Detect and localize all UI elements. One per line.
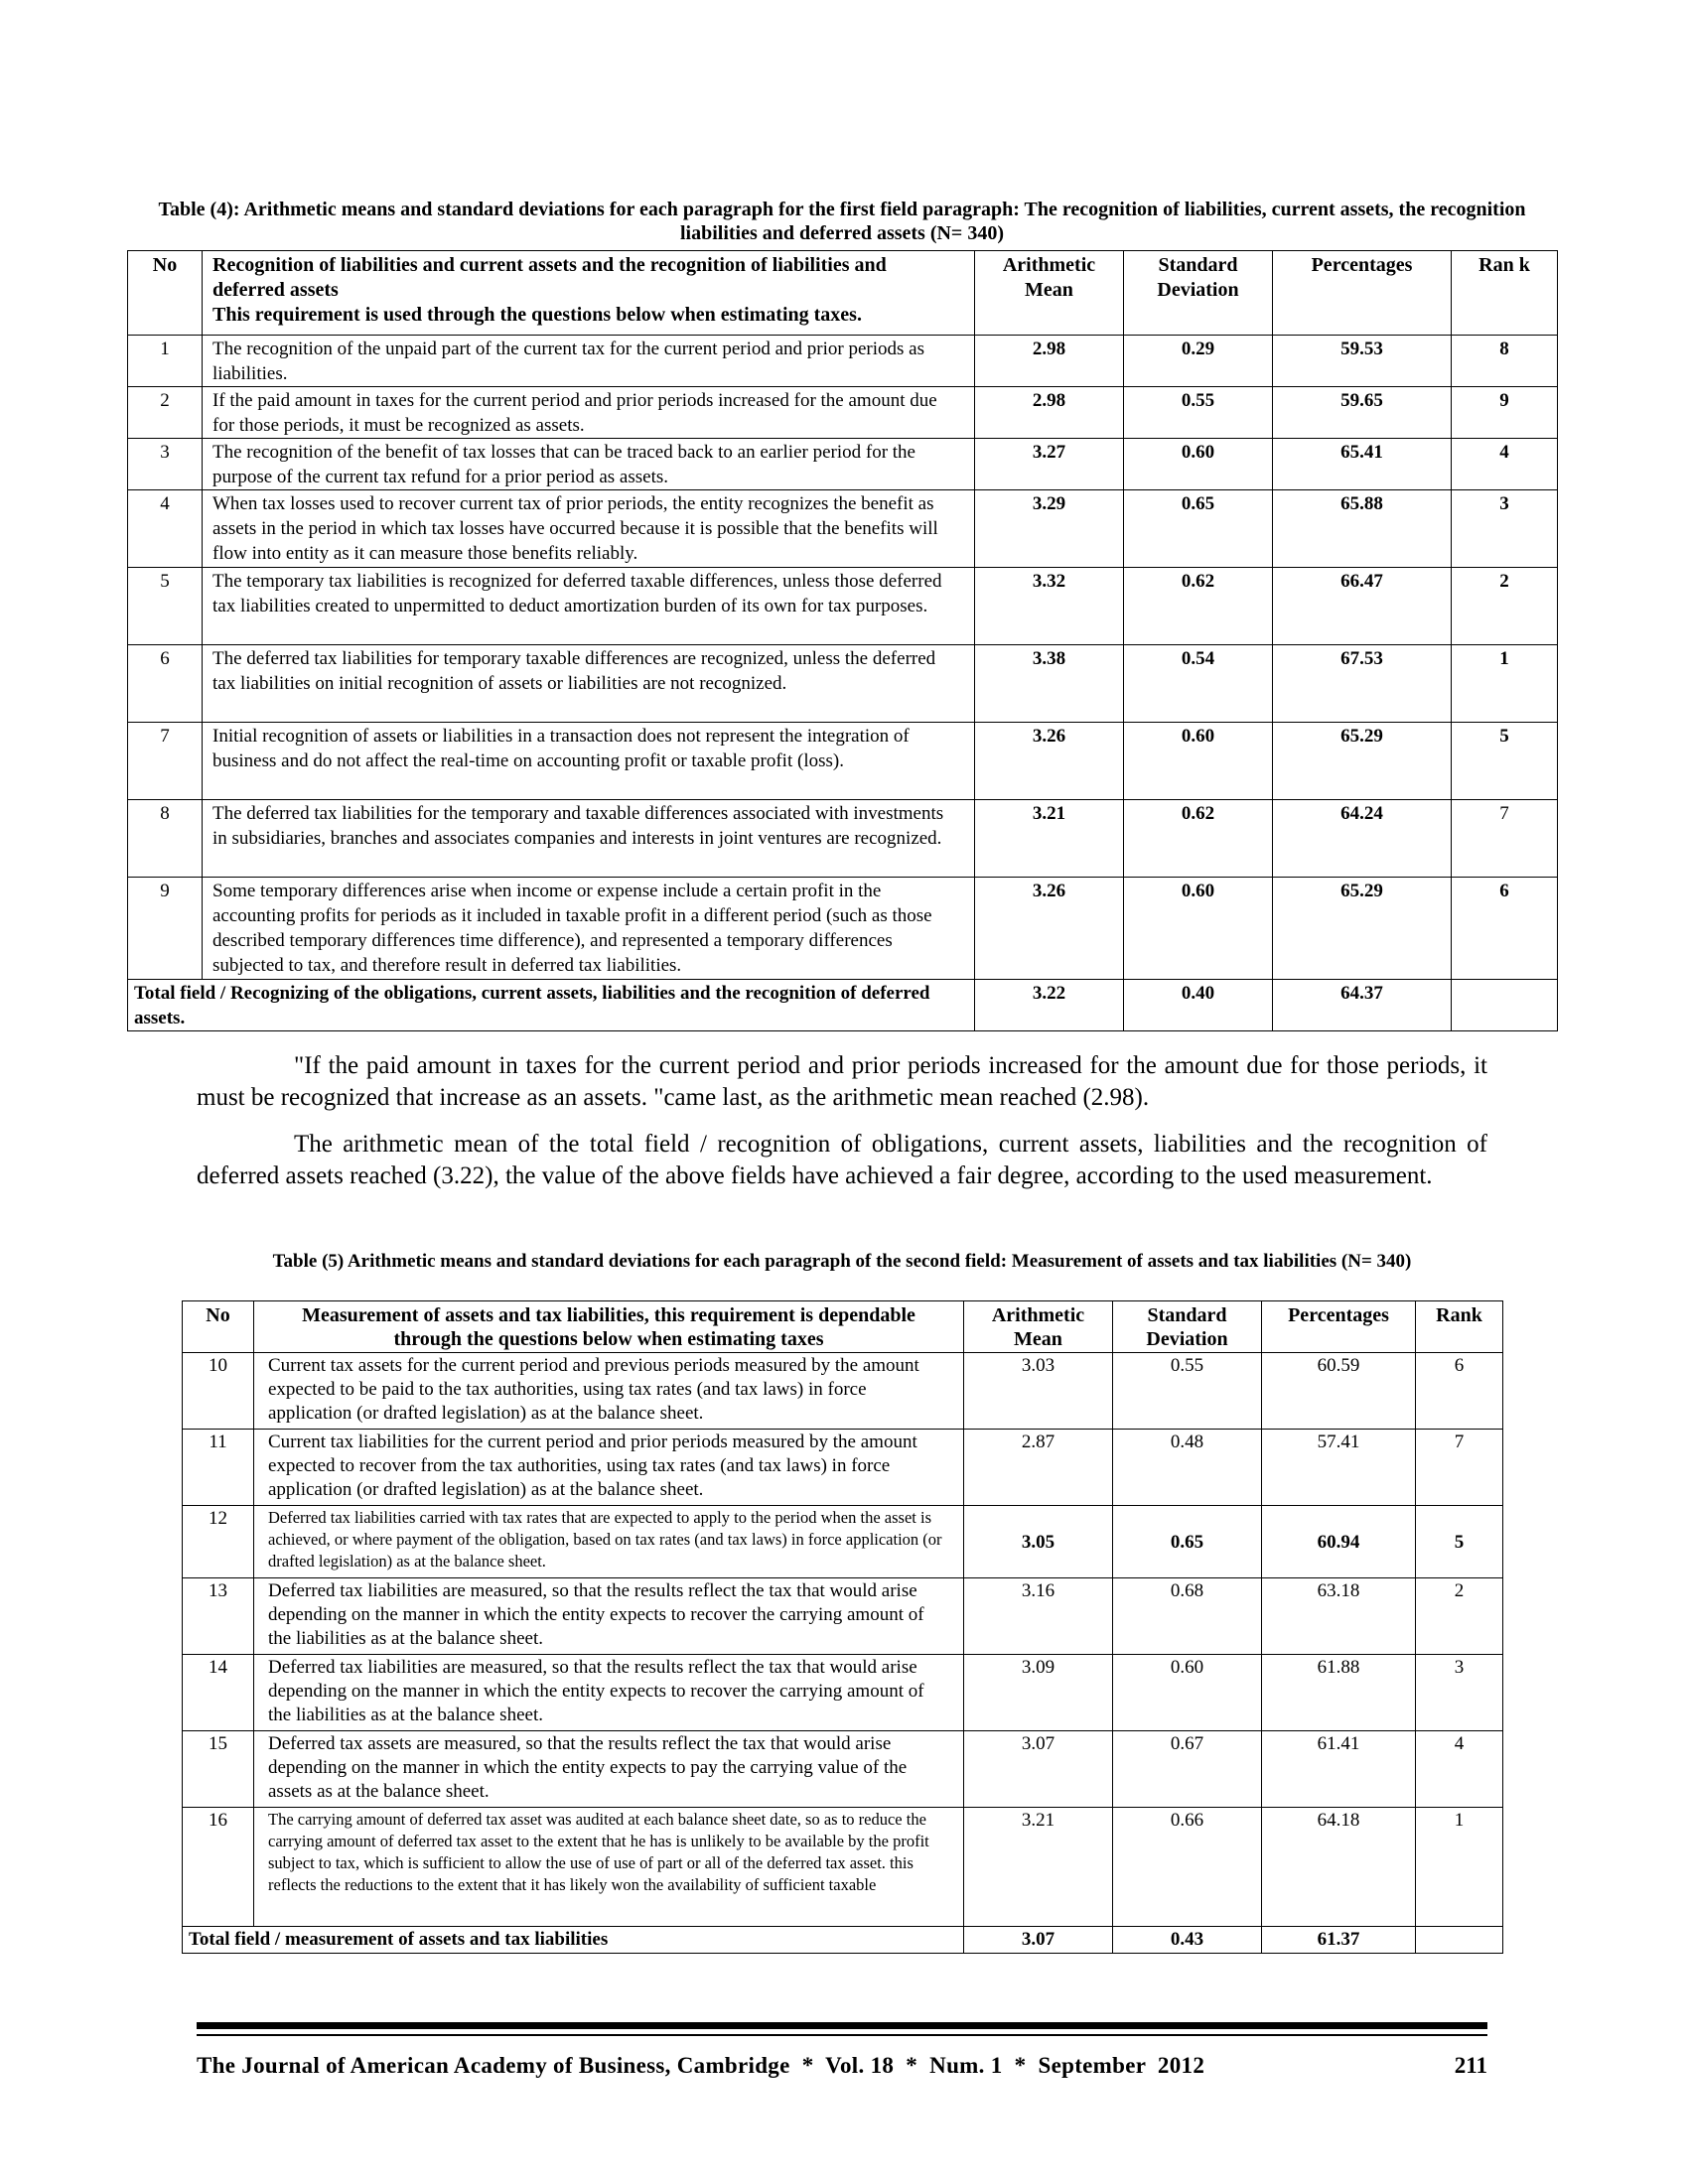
row-sd: 0.65	[1113, 1506, 1262, 1578]
row-sd: 0.65	[1124, 490, 1273, 568]
table-row	[183, 1578, 1503, 1655]
row-rank: 2	[1416, 1578, 1503, 1655]
row-pct: 67.53	[1273, 645, 1452, 723]
table5-header-statement: Measurement of assets and tax liabilities, this requirement is dependable through the questions below when estimating taxes	[254, 1301, 964, 1353]
row-pct: 60.94	[1262, 1506, 1416, 1578]
row-pct: 65.29	[1273, 878, 1452, 980]
page-number: 211	[1454, 2053, 1487, 2078]
row-mean: 3.16	[964, 1578, 1113, 1655]
row-rank: 5	[1452, 723, 1558, 800]
row-mean: 3.05	[964, 1506, 1113, 1578]
row-rank: 1	[1452, 645, 1558, 723]
table-row	[183, 1731, 1503, 1808]
table5-header-no: No	[183, 1301, 254, 1353]
row-mean: 3.32	[975, 568, 1124, 645]
row-mean: 2.87	[964, 1430, 1113, 1506]
table-row	[128, 439, 1558, 490]
row-sd: 0.60	[1124, 723, 1273, 800]
row-sd: 0.60	[1124, 878, 1273, 980]
row-rank: 8	[1452, 336, 1558, 387]
total-label: Total field / Recognizing of the obligations, current assets, liabilities and the recognition of deferred assets.	[128, 980, 975, 1031]
row-statement: Deferred tax liabilities are measured, so that the results reflect the tax that would arise depending on the manner in which the entity expects to recover the carrying amount of the liabilities as at the balance sheet.	[254, 1655, 964, 1731]
row-statement: The temporary tax liabilities is recognized for deferred taxable differences, unless those deferred tax liabilities created to unpermitted to deduct amortization burden of its own for tax purposes.	[203, 568, 975, 645]
row-no: 11	[183, 1430, 254, 1506]
body-paragraph-1	[197, 1050, 1487, 1114]
total-mean: 3.22	[975, 980, 1124, 1031]
table-row	[128, 645, 1558, 723]
row-no: 16	[183, 1808, 254, 1927]
row-no: 13	[183, 1578, 254, 1655]
row-mean: 3.21	[964, 1808, 1113, 1927]
row-mean: 3.29	[975, 490, 1124, 568]
total-pct: 61.37	[1262, 1927, 1416, 1954]
row-statement: Current tax liabilities for the current period and prior periods measured by the amount expected to recover from the tax authorities, using tax rates (and tax laws) in force application (or drafted legislation) as at the balance sheet.	[254, 1430, 964, 1506]
row-rank: 2	[1452, 568, 1558, 645]
table-row	[183, 1655, 1503, 1731]
row-pct: 65.41	[1273, 439, 1452, 490]
row-statement: The deferred tax liabilities for temporary taxable differences are recognized, unless the deferred tax liabilities on initial recognition of assets or liabilities are not recognized.	[203, 645, 975, 723]
row-pct: 63.18	[1262, 1578, 1416, 1655]
table5-header-rank: Rank	[1416, 1301, 1503, 1353]
table4-header-sd: Standard Deviation	[1124, 251, 1273, 336]
row-sd: 0.68	[1113, 1578, 1262, 1655]
total-sd: 0.40	[1124, 980, 1273, 1031]
row-mean: 3.09	[964, 1655, 1113, 1731]
body-paragraph-1-text: "If the paid amount in taxes for the current period and prior periods increased for the amount due for those periods, it must be recognized that increase as an assets. "came last, as the arithmetic mean reached (2.98).	[197, 1052, 1487, 1111]
row-mean: 3.03	[964, 1353, 1113, 1430]
row-no: 5	[128, 568, 203, 645]
table5-total-row	[183, 1927, 1503, 1954]
table5-header-sd: Standard Deviation	[1113, 1301, 1262, 1353]
table-row	[128, 336, 1558, 387]
row-sd: 0.60	[1124, 439, 1273, 490]
row-no: 7	[128, 723, 203, 800]
row-statement: If the paid amount in taxes for the current period and prior periods increased for the amount due for those periods, it must be recognized as assets.	[203, 387, 975, 439]
row-no: 14	[183, 1655, 254, 1731]
table5-header-row	[183, 1301, 1503, 1353]
row-sd: 0.66	[1113, 1808, 1262, 1927]
row-pct: 65.29	[1273, 723, 1452, 800]
row-no: 1	[128, 336, 203, 387]
row-no: 6	[128, 645, 203, 723]
table-row	[183, 1430, 1503, 1506]
table4-header-mean: Arithmetic Mean	[975, 251, 1124, 336]
row-rank: 3	[1416, 1655, 1503, 1731]
table-row	[183, 1808, 1503, 1927]
table-row	[128, 878, 1558, 980]
row-statement: The deferred tax liabilities for the temporary and taxable differences associated with investments in subsidiaries, branches and associates companies and interests in joint ventures are recognized.	[203, 800, 975, 878]
row-sd: 0.54	[1124, 645, 1273, 723]
row-pct: 57.41	[1262, 1430, 1416, 1506]
row-rank: 3	[1452, 490, 1558, 568]
row-rank: 5	[1416, 1506, 1503, 1578]
table-row	[128, 800, 1558, 878]
row-no: 2	[128, 387, 203, 439]
row-statement: Current tax assets for the current period and previous periods measured by the amount expected to be paid to the tax authorities, using tax rates (and tax laws) in force application (or drafted legislation) as at the balance sheet.	[254, 1353, 964, 1430]
row-sd: 0.60	[1113, 1655, 1262, 1731]
row-statement: Initial recognition of assets or liabilities in a transaction does not represent the integration of business and do not affect the real-time on accounting profit or taxable profit (loss).	[203, 723, 975, 800]
row-mean: 3.27	[975, 439, 1124, 490]
total-sd: 0.43	[1113, 1927, 1262, 1954]
row-no: 12	[183, 1506, 254, 1578]
row-no: 8	[128, 800, 203, 878]
row-statement: The carrying amount of deferred tax asset was audited at each balance sheet date, so as to reduce the carrying amount of deferred tax asset to the extent that he has is unlikely to be available by the profit subject to tax, which is sufficient to allow the use of use of part or all of the deferred tax asset. this reflects the reductions to the extent that it has likely won the availability of sufficient taxable	[254, 1808, 964, 1927]
row-no: 15	[183, 1731, 254, 1808]
table4-header-statement-line2: This requirement is used through the questions below when estimating taxes.	[212, 304, 862, 326]
row-sd: 0.55	[1113, 1353, 1262, 1430]
row-mean: 3.07	[964, 1731, 1113, 1808]
row-no: 4	[128, 490, 203, 568]
row-mean: 3.21	[975, 800, 1124, 878]
total-mean: 3.07	[964, 1927, 1113, 1954]
row-mean: 3.38	[975, 645, 1124, 723]
row-statement: When tax losses used to recover current tax of prior periods, the entity recognizes the benefit as assets in the period in which tax losses have occurred because it is possible that the benefits will flow into entity as it can measure those benefits reliably.	[203, 490, 975, 568]
journal-footer: The Journal of American Academy of Business, Cambridge * Vol. 18 * Num. 1 * September 2012	[197, 2053, 1205, 2078]
total-rank	[1452, 980, 1558, 1031]
footer-rule-thick	[197, 2022, 1487, 2029]
row-sd: 0.29	[1124, 336, 1273, 387]
row-rank: 7	[1416, 1430, 1503, 1506]
table-row	[128, 568, 1558, 645]
row-pct: 59.65	[1273, 387, 1452, 439]
row-mean: 2.98	[975, 387, 1124, 439]
table4-header-row	[128, 251, 1558, 336]
row-pct: 61.41	[1262, 1731, 1416, 1808]
row-sd: 0.55	[1124, 387, 1273, 439]
table5-header-mean: Arithmetic Mean	[964, 1301, 1113, 1353]
row-rank: 1	[1416, 1808, 1503, 1927]
row-statement: Deferred tax liabilities are measured, so that the results reflect the tax that would arise depending on the manner in which the entity expects to recover the carrying amount of the liabilities as at the balance sheet.	[254, 1578, 964, 1655]
table-row	[128, 387, 1558, 439]
row-mean: 3.26	[975, 878, 1124, 980]
row-no: 3	[128, 439, 203, 490]
table-row	[128, 723, 1558, 800]
row-sd: 0.62	[1124, 800, 1273, 878]
table4-total-row	[128, 980, 1558, 1031]
table5	[182, 1300, 1503, 1954]
row-rank: 7	[1452, 800, 1558, 878]
total-pct: 64.37	[1273, 980, 1452, 1031]
row-pct: 60.59	[1262, 1353, 1416, 1430]
table4-caption: Table (4): Arithmetic means and standard deviations for each paragraph for the first field paragraph: The recognition of liabilities, current assets, the recognition liabilities and deferred assets (N= 340)	[158, 199, 1526, 244]
row-no: 9	[128, 878, 203, 980]
row-statement: The recognition of the benefit of tax losses that can be traced back to an earlier period for the purpose of the current tax refund for a prior period as assets.	[203, 439, 975, 490]
row-pct: 59.53	[1273, 336, 1452, 387]
row-sd: 0.48	[1113, 1430, 1262, 1506]
row-pct: 66.47	[1273, 568, 1452, 645]
total-rank	[1416, 1927, 1503, 1954]
table4-header-statement-line1: Recognition of liabilities and current assets and the recognition of liabilities and deferred assets	[212, 254, 887, 301]
table4-header-pct: Percentages	[1273, 251, 1452, 336]
footer-rule-thin	[197, 2034, 1487, 2036]
table-row	[183, 1506, 1503, 1578]
total-label: Total field / measurement of assets and tax liabilities	[183, 1927, 964, 1954]
table-row	[183, 1353, 1503, 1430]
row-statement: Deferred tax liabilities carried with tax rates that are expected to apply to the period when the asset is achieved, or where payment of the obligation, based on tax rates (and tax laws) in force application (or drafted legislation) as at the balance sheet.	[254, 1506, 964, 1578]
table4	[127, 250, 1558, 1031]
row-pct: 64.18	[1262, 1808, 1416, 1927]
row-statement: Deferred tax assets are measured, so that the results reflect the tax that would arise depending on the manner in which the entity expects to pay the carrying value of the assets as at the balance sheet.	[254, 1731, 964, 1808]
row-pct: 65.88	[1273, 490, 1452, 568]
row-no: 10	[183, 1353, 254, 1430]
body-paragraph-2-text: The arithmetic mean of the total field / recognition of obligations, current assets, liabilities and the recognition of deferred assets reached (3.22), the value of the above fields have achieved a fair degree, according to the used measurement.	[197, 1131, 1487, 1189]
row-statement: Some temporary differences arise when income or expense include a certain profit in the accounting profits for periods as it included in taxable profit in a different period (such as those described temporary differences time difference), and represented a temporary differences subjected to tax, and therefore result in deferred tax liabilities.	[203, 878, 975, 980]
row-rank: 4	[1416, 1731, 1503, 1808]
table4-header-statement	[203, 251, 975, 336]
row-sd: 0.62	[1124, 568, 1273, 645]
row-mean: 3.26	[975, 723, 1124, 800]
row-rank: 4	[1452, 439, 1558, 490]
row-mean: 2.98	[975, 336, 1124, 387]
row-pct: 61.88	[1262, 1655, 1416, 1731]
table4-header-no: No	[128, 251, 203, 336]
table-row	[128, 490, 1558, 568]
table4-header-rank: Ran k	[1452, 251, 1558, 336]
row-pct: 64.24	[1273, 800, 1452, 878]
row-statement: The recognition of the unpaid part of the current tax for the current period and prior periods as liabilities.	[203, 336, 975, 387]
row-sd: 0.67	[1113, 1731, 1262, 1808]
table5-caption: Table (5) Arithmetic means and standard deviations for each paragraph of the second field: Measurement of assets and tax liabilities (N= 340)	[272, 1251, 1412, 1272]
body-paragraph-2	[197, 1129, 1487, 1192]
row-rank: 9	[1452, 387, 1558, 439]
table5-header-pct: Percentages	[1262, 1301, 1416, 1353]
row-rank: 6	[1452, 878, 1558, 980]
row-rank: 6	[1416, 1353, 1503, 1430]
